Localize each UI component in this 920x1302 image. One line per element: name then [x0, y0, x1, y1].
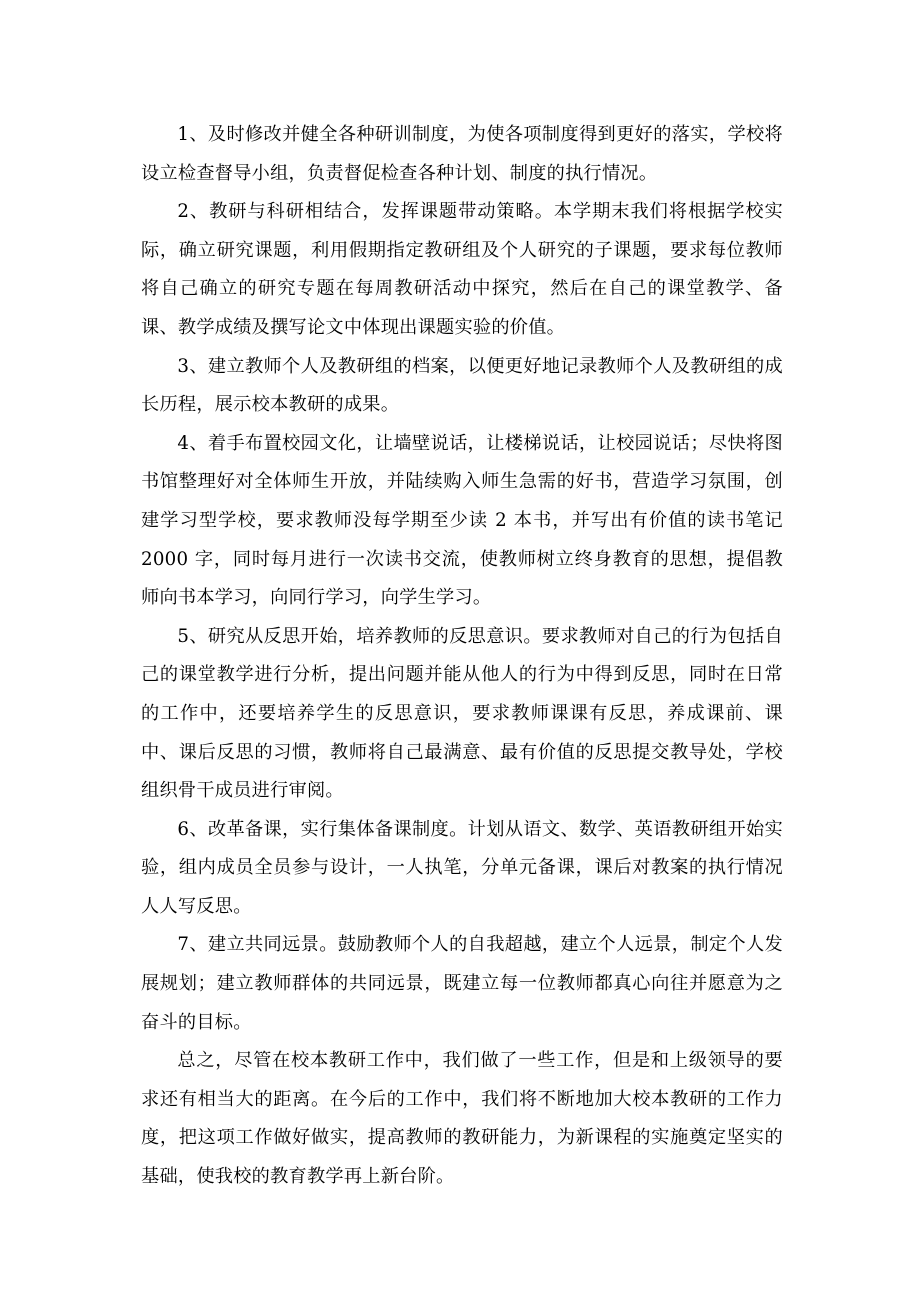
paragraph-3: 3、建立教师个人及教研组的档案，以便更好地记录教师个人及教研组的成长历程，展示校本教研的成果。 — [141, 355, 783, 416]
paragraph-4: 4、着手布置校园文化，让墙壁说话，让楼梯说话，让校园说话；尽快将图书馆整理好对全体师生开放，并陆续购入师生急需的好书，营造学习氛围，创建学习型学校，要求教师没每学期至少读 2 本书，并写出有价值的读书笔记 2000 字，同时每月进行一次读书交流，使教师树立终身教育的思想，提倡教师向书本学习，向同行学习，向学生学习。 — [141, 432, 783, 609]
paragraph-1: 1、及时修改并健全各种研训制度，为使各项制度得到更好的落实，学校将设立检查督导小组，负责督促检查各种计划、制度的执行情况。 — [141, 124, 783, 184]
document-body — [141, 116, 783, 1197]
paragraph-7: 7、建立共同远景。鼓励教师个人的自我超越，建立个人远景，制定个人发展规划；建立教师群体的共同远景，既建立每一位教师都真心向往并愿意为之奋斗的目标。 — [141, 934, 783, 1033]
paragraph-2: 2、教研与科研相结合，发挥课题带动策略。本学期末我们将根据学校实际，确立研究课题，利用假期指定教研组及个人研究的子课题，要求每位教师将自己确立的研究专题在每周教研活动中探究，然后在自己的课堂教学、备课、教学成绩及撰写论文中体现出课题实验的价值。 — [141, 201, 783, 338]
paragraph-5: 5、研究从反思开始，培养教师的反思意识。要求教师对自己的行为包括自己的课堂教学进行分析，提出问题并能从他人的行为中得到反思，同时在日常的工作中，还要培养学生的反思意识，要求教师课课有反思，养成课前、课中、课后反思的习惯，教师将自己最满意、最有价值的反思提交教导处，学校组织骨干成员进行审阅。 — [141, 625, 783, 802]
paragraph-6: 6、改革备课，实行集体备课制度。计划从语文、数学、英语教研组开始实验，组内成员全员参与设计，一人执笔，分单元备课，课后对教案的执行情况人人写反思。 — [141, 818, 783, 917]
paragraph-summary: 总之，尽管在校本教研工作中，我们做了一些工作，但是和上级领导的要求还有相当大的距离。在今后的工作中，我们将不断地加大校本教研的工作力度，把这项工作做好做实，提高教师的教研能力，为新课程的实施奠定坚实的基础，使我校的教育教学再上新台阶。 — [141, 1050, 783, 1188]
